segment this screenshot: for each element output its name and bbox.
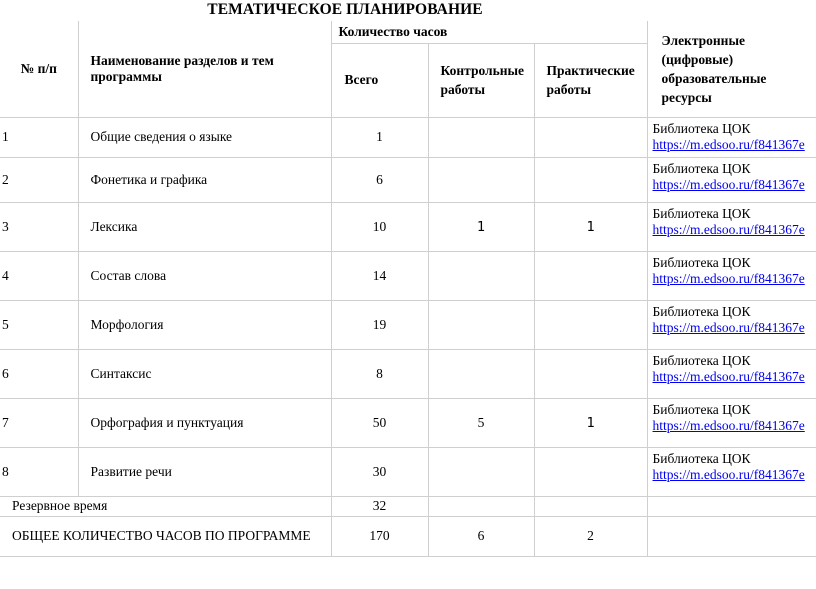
resource-link[interactable]: https://m.edsoo.ru/f841367e	[652, 270, 805, 286]
resource-link[interactable]: https://m.edsoo.ru/f841367e	[652, 417, 805, 433]
page-title: ТЕМАТИЧЕСКОЕ ПЛАНИРОВАНИЕ	[207, 1, 483, 18]
row-practical: 1	[534, 398, 647, 447]
row-num: 3	[0, 202, 78, 251]
table-row	[0, 447, 816, 496]
resource-link[interactable]: https://m.edsoo.ru/f841367e	[652, 466, 805, 482]
row-total: 1	[331, 117, 428, 157]
planning-table	[0, 21, 816, 557]
table-row	[0, 398, 816, 447]
resource-label: Библиотека ЦОК	[652, 303, 751, 319]
row-resource	[647, 157, 816, 202]
summary-practical: 2	[534, 516, 647, 556]
resource-label: Библиотека ЦОК	[652, 120, 751, 136]
reserve-total: 32	[331, 496, 428, 516]
row-resource	[647, 251, 816, 300]
reserve-label: Резервное время	[0, 496, 331, 516]
row-control	[428, 251, 534, 300]
table-row	[0, 300, 816, 349]
row-control	[428, 349, 534, 398]
table-row	[0, 202, 816, 251]
row-resource	[647, 349, 816, 398]
row-total: 6	[331, 157, 428, 202]
row-num: 1	[0, 117, 78, 157]
row-practical	[534, 117, 647, 157]
row-resource	[647, 398, 816, 447]
table-row	[0, 251, 816, 300]
resource-label: Библиотека ЦОК	[652, 401, 751, 417]
row-resource	[647, 300, 816, 349]
resource-label: Библиотека ЦОК	[652, 160, 751, 176]
row-resource	[647, 447, 816, 496]
resource-label: Библиотека ЦОК	[652, 254, 751, 270]
row-name: Общие сведения о языке	[78, 117, 331, 157]
row-name: Морфология	[78, 300, 331, 349]
row-practical	[534, 447, 647, 496]
empty-cell	[647, 516, 816, 556]
row-total: 10	[331, 202, 428, 251]
summary-row	[0, 516, 816, 556]
row-practical: 1	[534, 202, 647, 251]
row-name: Фонетика и графика	[78, 157, 331, 202]
row-name: Развитие речи	[78, 447, 331, 496]
header-resources: Электронные (цифровые) образовательные ресурсы	[647, 21, 816, 117]
resource-link[interactable]: https://m.edsoo.ru/f841367e	[652, 368, 805, 384]
row-practical	[534, 300, 647, 349]
row-num: 6	[0, 349, 78, 398]
row-control: 1	[428, 202, 534, 251]
row-total: 8	[331, 349, 428, 398]
row-num: 5	[0, 300, 78, 349]
row-total: 30	[331, 447, 428, 496]
empty-cell	[428, 496, 534, 516]
header-total: Всего	[331, 43, 428, 117]
reserve-row	[0, 496, 816, 516]
row-name: Орфография и пунктуация	[78, 398, 331, 447]
resource-link[interactable]: https://m.edsoo.ru/f841367e	[652, 221, 805, 237]
row-num: 4	[0, 251, 78, 300]
header-control: Контрольные работы	[428, 43, 534, 117]
table-row	[0, 117, 816, 157]
summary-label: ОБЩЕЕ КОЛИЧЕСТВО ЧАСОВ ПО ПРОГРАММЕ	[0, 516, 331, 556]
row-control	[428, 300, 534, 349]
summary-control: 6	[428, 516, 534, 556]
summary-total: 170	[331, 516, 428, 556]
row-control	[428, 157, 534, 202]
row-practical	[534, 349, 647, 398]
row-name: Состав слова	[78, 251, 331, 300]
header-name: Наименование разделов и тем программы	[78, 21, 331, 117]
header-hours: Количество часов	[331, 21, 647, 43]
resource-label: Библиотека ЦОК	[652, 205, 751, 221]
row-num: 2	[0, 157, 78, 202]
table-row	[0, 349, 816, 398]
resource-label: Библиотека ЦОК	[652, 450, 751, 466]
row-name: Синтаксис	[78, 349, 331, 398]
row-practical	[534, 251, 647, 300]
resource-label: Библиотека ЦОК	[652, 352, 751, 368]
row-resource	[647, 117, 816, 157]
table-row	[0, 157, 816, 202]
row-control	[428, 117, 534, 157]
header-num: № п/п	[0, 21, 78, 117]
row-resource	[647, 202, 816, 251]
resource-link[interactable]: https://m.edsoo.ru/f841367e	[652, 319, 805, 335]
row-num: 8	[0, 447, 78, 496]
row-control: 5	[428, 398, 534, 447]
row-practical	[534, 157, 647, 202]
row-control	[428, 447, 534, 496]
empty-cell	[534, 496, 647, 516]
resource-link[interactable]: https://m.edsoo.ru/f841367e	[652, 176, 805, 192]
row-total: 50	[331, 398, 428, 447]
row-name: Лексика	[78, 202, 331, 251]
row-num: 7	[0, 398, 78, 447]
resource-link[interactable]: https://m.edsoo.ru/f841367e	[652, 136, 805, 152]
empty-cell	[647, 496, 816, 516]
row-total: 14	[331, 251, 428, 300]
header-practical: Практические работы	[534, 43, 647, 117]
row-total: 19	[331, 300, 428, 349]
